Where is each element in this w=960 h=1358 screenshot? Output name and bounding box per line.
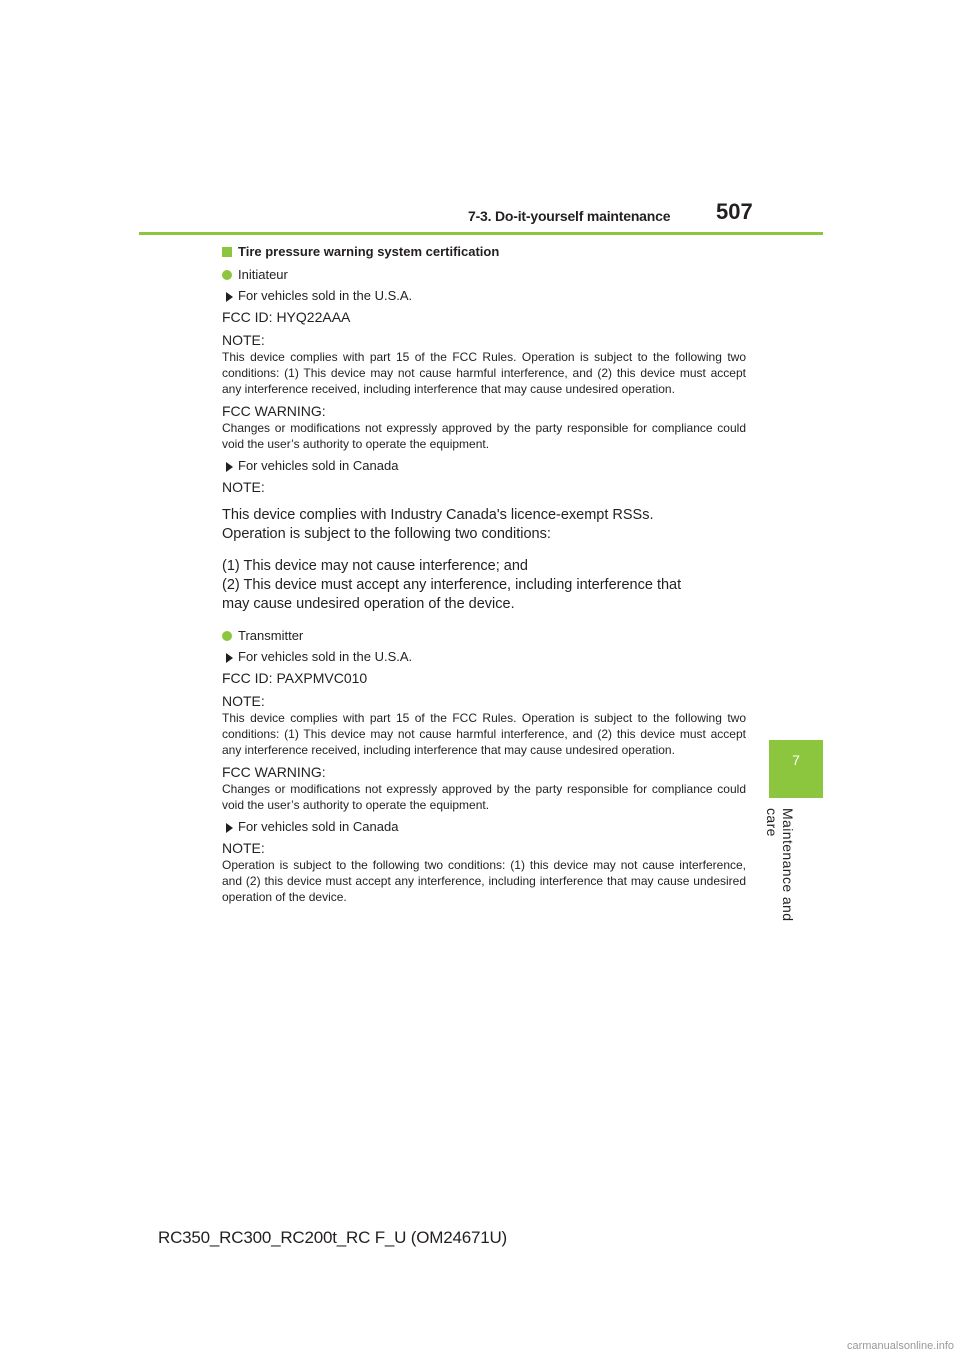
warning-heading: FCC WARNING: bbox=[222, 764, 326, 780]
header-divider bbox=[139, 232, 823, 235]
subheading-text: Tire pressure warning system certification bbox=[238, 244, 500, 259]
square-bullet-icon bbox=[222, 247, 232, 257]
list-item-label: Transmitter bbox=[238, 628, 304, 643]
note-heading: NOTE: bbox=[222, 479, 265, 495]
page-content bbox=[222, 243, 746, 905]
list-item-label: Initiateur bbox=[238, 267, 288, 282]
chapter-tab: 7 bbox=[769, 740, 823, 798]
model-code-footer: RC350_RC300_RC200t_RC F_U (OM24671U) bbox=[158, 1228, 508, 1247]
fcc-id: FCC ID: PAXPMVC010 bbox=[222, 670, 368, 686]
note-heading: NOTE: bbox=[222, 840, 265, 856]
canada-notice-line: may cause undesired operation of the device. bbox=[222, 596, 515, 612]
note-text: This device complies with part 15 of the FCC Rules. Operation is subject to the following two conditions: (1) This device may not cause harmful interference, and (2) this device must accept any interference received, including interference that may cause undesired operation. bbox=[222, 350, 746, 396]
sub-item-label: For vehicles sold in the U.S.A. bbox=[238, 288, 413, 303]
warning-text: Changes or modifications not expressly approved by the party responsible for compliance could void the user’s authority to operate the equipment. bbox=[222, 421, 746, 451]
sub-item-canada bbox=[222, 456, 746, 477]
triangle-right-icon bbox=[226, 462, 233, 472]
subheading bbox=[222, 243, 746, 265]
warning-heading: FCC WARNING: bbox=[222, 403, 326, 419]
warning-text: Changes or modifications not expressly approved by the party responsible for compliance could void the user’s authority to operate the equipment. bbox=[222, 782, 746, 812]
note-text: This device complies with part 15 of the FCC Rules. Operation is subject to the following two conditions: (1) This device may not cause harmful interference, and (2) this device must accept any interference received, including interference that may cause undesired operation. bbox=[222, 711, 746, 757]
canada-notice bbox=[222, 506, 746, 614]
sub-item-usa bbox=[222, 647, 746, 668]
watermark: carmanualsonline.info bbox=[846, 1340, 954, 1352]
chapter-label: Maintenance and care bbox=[764, 808, 796, 922]
triangle-right-icon bbox=[226, 653, 233, 663]
list-item-transmitter bbox=[222, 626, 746, 647]
sub-item-label: For vehicles sold in Canada bbox=[238, 819, 399, 834]
list-item-initiateur bbox=[222, 265, 746, 286]
note-heading: NOTE: bbox=[222, 332, 265, 348]
section-title: 7-3. Do-it-yourself maintenance bbox=[468, 208, 671, 224]
canada-notice-line: (2) This device must accept any interference, including interference that bbox=[222, 577, 682, 593]
canada-notice-line: (1) This device may not cause interference; and bbox=[222, 558, 529, 574]
triangle-right-icon bbox=[226, 823, 233, 833]
page-number: 507 bbox=[716, 199, 753, 224]
note-text: Operation is subject to the following two conditions: (1) this device may not cause interference, and (2) this device must accept any interference, including interference that may cause undesired operation of the device. bbox=[222, 858, 746, 904]
sub-item-canada bbox=[222, 817, 746, 838]
fcc-id: FCC ID: HYQ22AAA bbox=[222, 309, 351, 325]
circle-bullet-icon bbox=[222, 631, 232, 641]
circle-bullet-icon bbox=[222, 270, 232, 280]
canada-notice-line: This device complies with Industry Canada's licence-exempt RSSs. bbox=[222, 507, 654, 523]
note-heading: NOTE: bbox=[222, 693, 265, 709]
sub-item-label: For vehicles sold in the U.S.A. bbox=[238, 649, 413, 664]
sub-item-label: For vehicles sold in Canada bbox=[238, 458, 399, 473]
triangle-right-icon bbox=[226, 292, 233, 302]
sub-item-usa bbox=[222, 286, 746, 307]
canada-notice-line: Operation is subject to the following two conditions: bbox=[222, 526, 551, 542]
